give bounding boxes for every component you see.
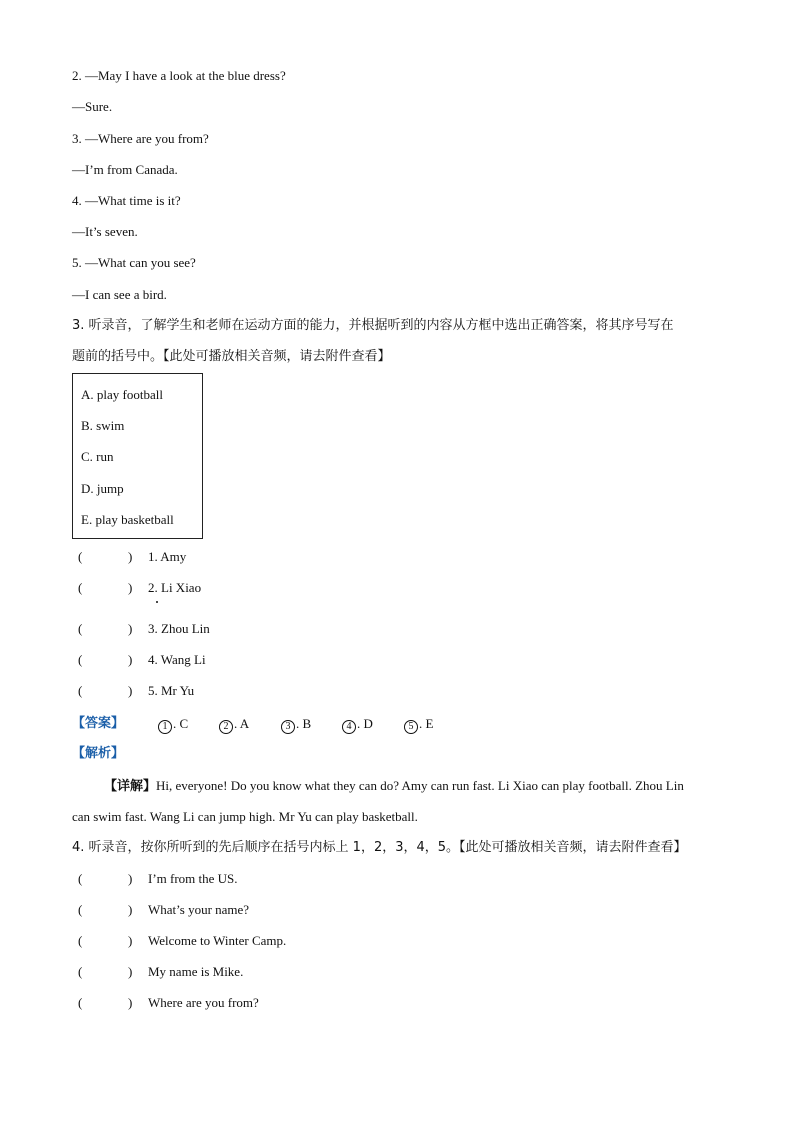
answer-blank[interactable] — [78, 933, 133, 949]
options-box — [72, 373, 203, 539]
answer-1 — [158, 716, 188, 734]
option-a: A. play football — [81, 387, 163, 402]
option-c: C. run — [81, 449, 114, 464]
q3-item-2: 2. Li Xiao — [148, 580, 202, 595]
option-e: E. play basketball — [81, 512, 174, 527]
answer-5 — [404, 716, 433, 734]
circled-number-1: 1 — [158, 720, 172, 734]
q4-item-5: Where are you from? — [148, 995, 259, 1010]
option-d: D. jump — [81, 481, 124, 496]
paren-close: ) — [128, 902, 133, 917]
circled-number-5: 5 — [404, 720, 418, 734]
answer-blank[interactable] — [78, 652, 133, 668]
dialog-3-question: 3. —Where are you from? — [72, 131, 209, 146]
answer-blank[interactable] — [78, 964, 133, 980]
paren-open: ( — [78, 995, 83, 1010]
q4-item-2: What’s your name? — [148, 902, 250, 917]
answer-1-value: . C — [173, 716, 189, 731]
answer-4 — [342, 716, 373, 734]
detail-text-1: Hi, everyone! Do you know what they can do? Amy can run fast. Li Xiao can play football. Zhou Lin — [156, 778, 684, 793]
paren-open: ( — [78, 683, 83, 698]
paren-close: ) — [128, 683, 133, 698]
q4-item-3: Welcome to Winter Camp. — [148, 933, 287, 948]
answer-blank[interactable] — [78, 683, 133, 699]
answer-blank[interactable] — [78, 621, 133, 637]
detail-line-1 — [104, 778, 684, 795]
answer-blank[interactable] — [78, 902, 133, 918]
answer-blank[interactable] — [78, 580, 133, 596]
paren-open: ( — [78, 621, 83, 636]
detail-text-2: can swim fast. Wang Li can jump high. Mr Yu can play basketball. — [72, 809, 418, 824]
paren-open: ( — [78, 871, 83, 886]
dialog-5-answer: —I can see a bird. — [72, 287, 167, 302]
paren-close: ) — [128, 995, 133, 1010]
answer-tag: 【答案】 — [72, 716, 125, 731]
dialog-4-question: 4. —What time is it? — [72, 193, 181, 208]
paren-close: ) — [128, 621, 133, 636]
answer-blank[interactable] — [78, 549, 133, 565]
dialog-5-question: 5. —What can you see? — [72, 255, 196, 270]
option-b: B. swim — [81, 418, 125, 433]
paren-open: ( — [78, 549, 83, 564]
answer-2 — [219, 716, 249, 734]
paren-close: ) — [128, 652, 133, 667]
answer-3 — [281, 716, 311, 734]
q4-item-4: My name is Mike. — [148, 964, 244, 979]
q3-item-1: 1. Amy — [148, 549, 187, 564]
dialog-3-answer: —I’m from Canada. — [72, 162, 178, 177]
paren-open: ( — [78, 652, 83, 667]
dialog-2-answer: —Sure. — [72, 99, 113, 114]
paren-open: ( — [78, 964, 83, 979]
paren-close: ) — [128, 580, 133, 595]
answer-4-value: . D — [357, 716, 373, 731]
answer-5-value: . E — [419, 716, 434, 731]
question-4-instruction: 4. 听录音，按你所听到的先后顺序在括号内标上 1，2，3，4，5。【此处可播放相关音频，请去附件查看】 — [72, 840, 687, 855]
question-3-instruction-cont: 题前的括号中。【此处可播放相关音频，请去附件查看】 — [72, 349, 391, 364]
paren-close: ) — [128, 549, 133, 564]
paren-close: ) — [128, 871, 133, 886]
q3-item-5: 5. Mr Yu — [148, 683, 195, 698]
detail-tag: 【详解】 — [104, 779, 157, 794]
answer-3-value: . B — [296, 716, 312, 731]
paren-close: ) — [128, 933, 133, 948]
q3-item-3: 3. Zhou Lin — [148, 621, 210, 636]
q3-item-4: 4. Wang Li — [148, 652, 206, 667]
analysis-tag: 【解析】 — [72, 746, 125, 761]
circled-number-2: 2 — [219, 720, 233, 734]
answer-2-value: . A — [234, 716, 250, 731]
paren-open: ( — [78, 902, 83, 917]
circled-number-4: 4 — [342, 720, 356, 734]
dialog-2-question: 2. —May I have a look at the blue dress? — [72, 68, 286, 83]
answer-blank[interactable] — [78, 871, 133, 887]
stray-dot — [156, 601, 158, 603]
dialog-4-answer: —It’s seven. — [72, 224, 138, 239]
paren-open: ( — [78, 580, 83, 595]
question-3-instruction: 3. 听录音，了解学生和老师在运动方面的能力，并根据听到的内容从方框中选出正确答案，将其序号写在 — [72, 318, 674, 333]
circled-number-3: 3 — [281, 720, 295, 734]
paren-close: ) — [128, 964, 133, 979]
paren-open: ( — [78, 933, 83, 948]
q4-item-1: I’m from the US. — [148, 871, 238, 886]
answer-blank[interactable] — [78, 995, 133, 1011]
